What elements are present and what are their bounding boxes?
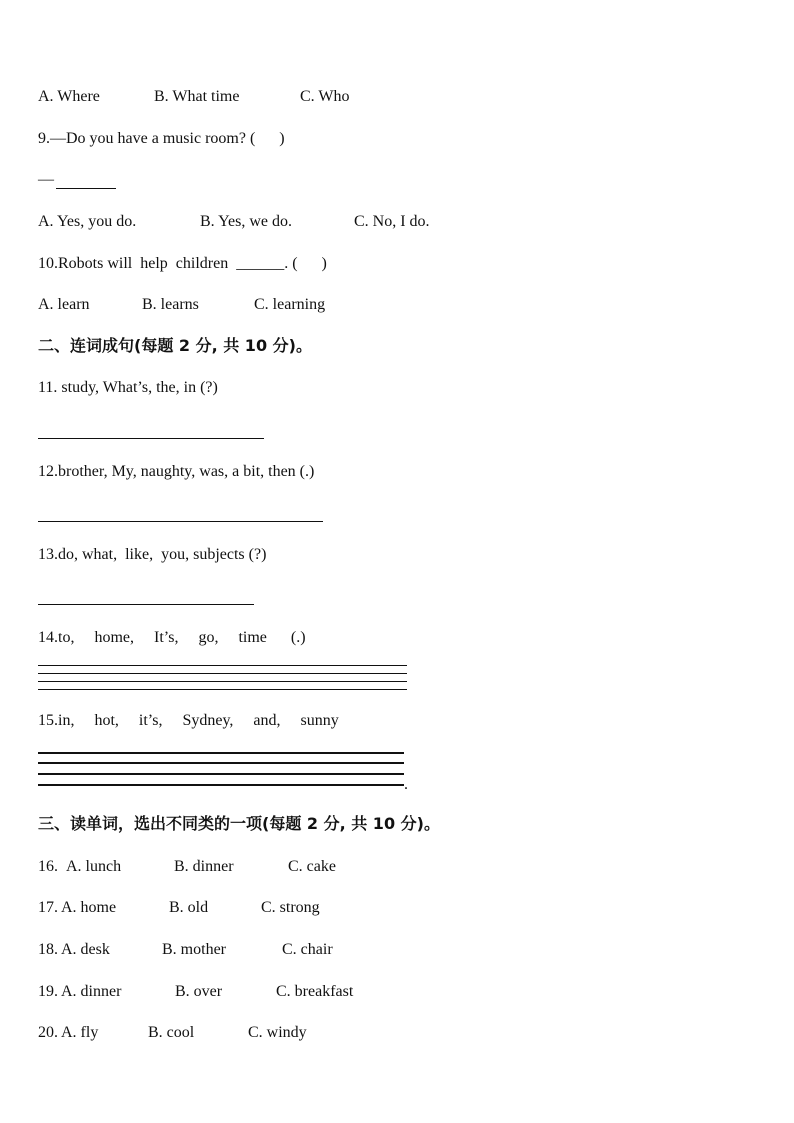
q9-option-c: C. No, I do. bbox=[354, 213, 430, 230]
q18-option-a: A. desk bbox=[61, 941, 110, 958]
q18-option-c: C. chair bbox=[282, 941, 333, 958]
q12-prompt: 12.brother, My, naughty, was, a bit, then (.) bbox=[38, 463, 315, 480]
q15-line-2 bbox=[38, 762, 404, 764]
q17-option-a: A. home bbox=[61, 899, 117, 916]
q14-line-4 bbox=[38, 689, 407, 690]
q9-option-b: B. Yes, we do. bbox=[200, 213, 293, 230]
q12-answer-line bbox=[38, 521, 323, 522]
q15-line-1 bbox=[38, 752, 404, 754]
section-2-heading: 二、连词成句(每题 2 分, 共 10 分)。 bbox=[38, 336, 312, 355]
q8-option-a: A. Where bbox=[38, 88, 100, 105]
q14-line-2 bbox=[38, 673, 407, 674]
q19-option-c: C. breakfast bbox=[276, 983, 354, 1000]
q16-option-b: B. dinner bbox=[174, 858, 234, 875]
q20-row bbox=[38, 1023, 307, 1123]
q15-end-period: . bbox=[404, 776, 408, 793]
q10-question: 10.Robots will help children ______. ( ) bbox=[38, 255, 327, 272]
q17-option-b: B. old bbox=[169, 899, 209, 916]
q14-line-3 bbox=[38, 681, 407, 682]
q9-answer-blank bbox=[56, 188, 116, 189]
q9-option-a: A. Yes, you do. bbox=[38, 213, 137, 230]
q20-option-b: B. cool bbox=[148, 1024, 195, 1041]
q15-line-4 bbox=[38, 784, 404, 786]
q13-prompt: 13.do, what, like, you, subjects (?) bbox=[38, 546, 267, 563]
q17-option-c: C. strong bbox=[261, 899, 320, 916]
q20-number: 20. bbox=[38, 1024, 58, 1041]
q10-option-a: A. learn bbox=[38, 296, 90, 313]
q14-line-1 bbox=[38, 665, 407, 666]
q9-answer-prefix: — bbox=[38, 171, 54, 188]
q8-option-c: C. Who bbox=[300, 88, 350, 105]
section-3-heading: 三、读单词，选出不同类的一项(每题 2 分, 共 10 分)。 bbox=[38, 814, 440, 833]
q18-number: 18. bbox=[38, 941, 58, 958]
q19-option-b: B. over bbox=[175, 983, 223, 1000]
q8-option-b: B. What time bbox=[154, 88, 240, 105]
q20-option-a: A. fly bbox=[61, 1024, 99, 1041]
q18-option-b: B. mother bbox=[162, 941, 226, 958]
q15-prompt: 15.in, hot, it’s, Sydney, and, sunny bbox=[38, 712, 339, 729]
q16-option-a: A. lunch bbox=[66, 858, 122, 875]
q10-option-b: B. learns bbox=[142, 296, 199, 313]
q13-answer-line bbox=[38, 604, 254, 605]
q16-number: 16. bbox=[38, 858, 62, 875]
q10-option-c: C. learning bbox=[254, 296, 326, 313]
q19-number: 19. bbox=[38, 983, 58, 1000]
q16-option-c: C. cake bbox=[288, 858, 336, 875]
q9-question: 9.—Do you have a music room? ( ) bbox=[38, 130, 285, 147]
q14-prompt: 14.to, home, It’s, go, time (.) bbox=[38, 629, 306, 646]
q20-option-c: C. windy bbox=[248, 1024, 307, 1041]
q17-number: 17. bbox=[38, 899, 58, 916]
q19-option-a: A. dinner bbox=[61, 983, 122, 1000]
q11-answer-line bbox=[38, 438, 264, 439]
q15-line-3 bbox=[38, 773, 404, 775]
q11-prompt: 11. study, What’s, the, in (?) bbox=[38, 379, 218, 396]
